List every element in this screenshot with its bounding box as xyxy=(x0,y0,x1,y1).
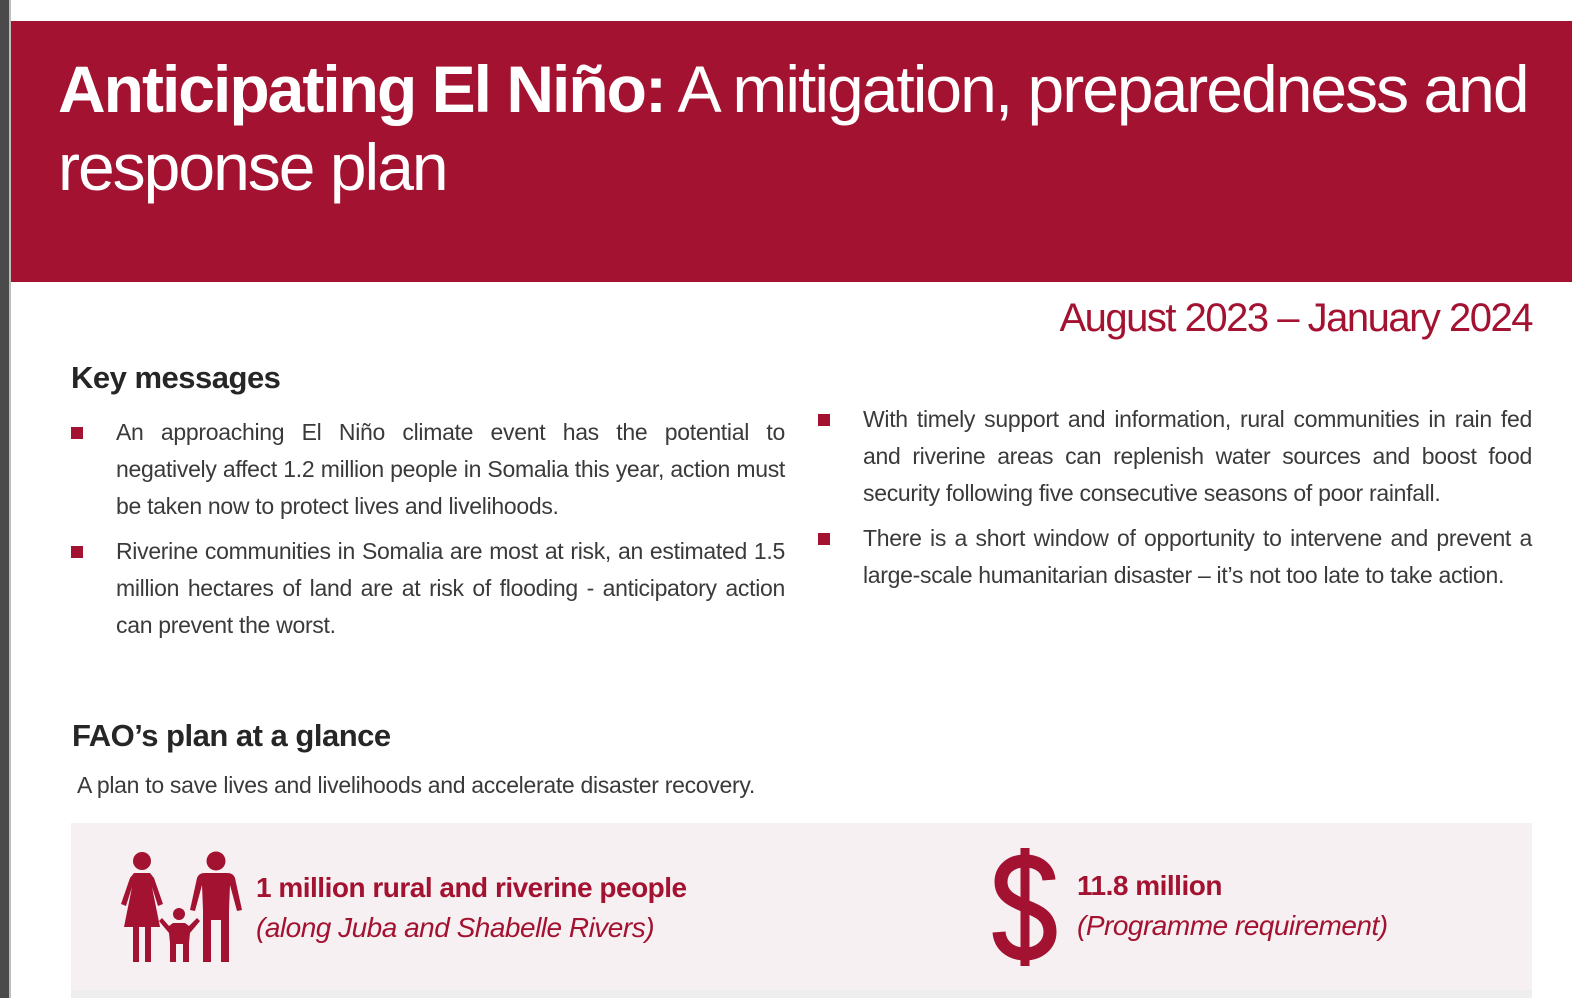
bullet-text: There is a short window of opportunity to intervene and prevent a large-scale humanitarian disaster – it’s not too late to take action. xyxy=(863,525,1532,588)
key-messages-heading: Key messages xyxy=(71,360,281,395)
square-bullet-icon xyxy=(71,546,83,558)
people-stat xyxy=(256,868,687,948)
square-bullet-icon xyxy=(818,533,830,545)
bullet-text: An approaching El Niño climate event has the potential to negatively affect 1.2 million people in Somalia this year, action must be taken now to protect lives and livelihoods. xyxy=(116,419,785,519)
page-title xyxy=(58,50,1548,206)
key-messages-left-list xyxy=(71,414,785,652)
window-edge xyxy=(0,0,9,998)
page-title-rest: A mitigation, preparedness and response plan xyxy=(58,52,1528,204)
square-bullet-icon xyxy=(71,427,83,439)
date-range: August 2023 – January 2024 xyxy=(1059,296,1532,340)
bullet-text: With timely support and information, rural communities in rain fed and riverine areas can replenish water sources and boost food security following five consecutive seasons of poor rainfall. xyxy=(863,406,1532,506)
square-bullet-icon xyxy=(818,414,830,426)
people-note: (along Juba and Shabelle Rivers) xyxy=(256,912,655,943)
plan-heading: FAO’s plan at a glance xyxy=(72,718,391,753)
bullet-text: Riverine communities in Somalia are most at risk, an estimated 1.5 million hectares of land are at risk of flooding - anticipatory action can prevent the worst. xyxy=(116,538,785,638)
plan-subheading: A plan to save lives and livelihoods and accelerate disaster recovery. xyxy=(77,772,755,798)
list-item xyxy=(71,414,785,525)
list-item xyxy=(71,533,785,644)
funding-value: 11.8 million xyxy=(1077,870,1222,901)
page-title-strong: Anticipating El Niño: xyxy=(58,52,665,126)
funding-stat xyxy=(1077,866,1388,946)
list-item xyxy=(818,401,1532,512)
panel-footer-strip xyxy=(71,990,1532,998)
people-value: 1 million rural and riverine people xyxy=(256,872,687,903)
dollar-icon xyxy=(992,846,1058,968)
list-item xyxy=(818,520,1532,594)
key-messages-right-list xyxy=(818,401,1532,602)
funding-note: (Programme requirement) xyxy=(1077,910,1388,941)
family-icon xyxy=(113,848,245,963)
